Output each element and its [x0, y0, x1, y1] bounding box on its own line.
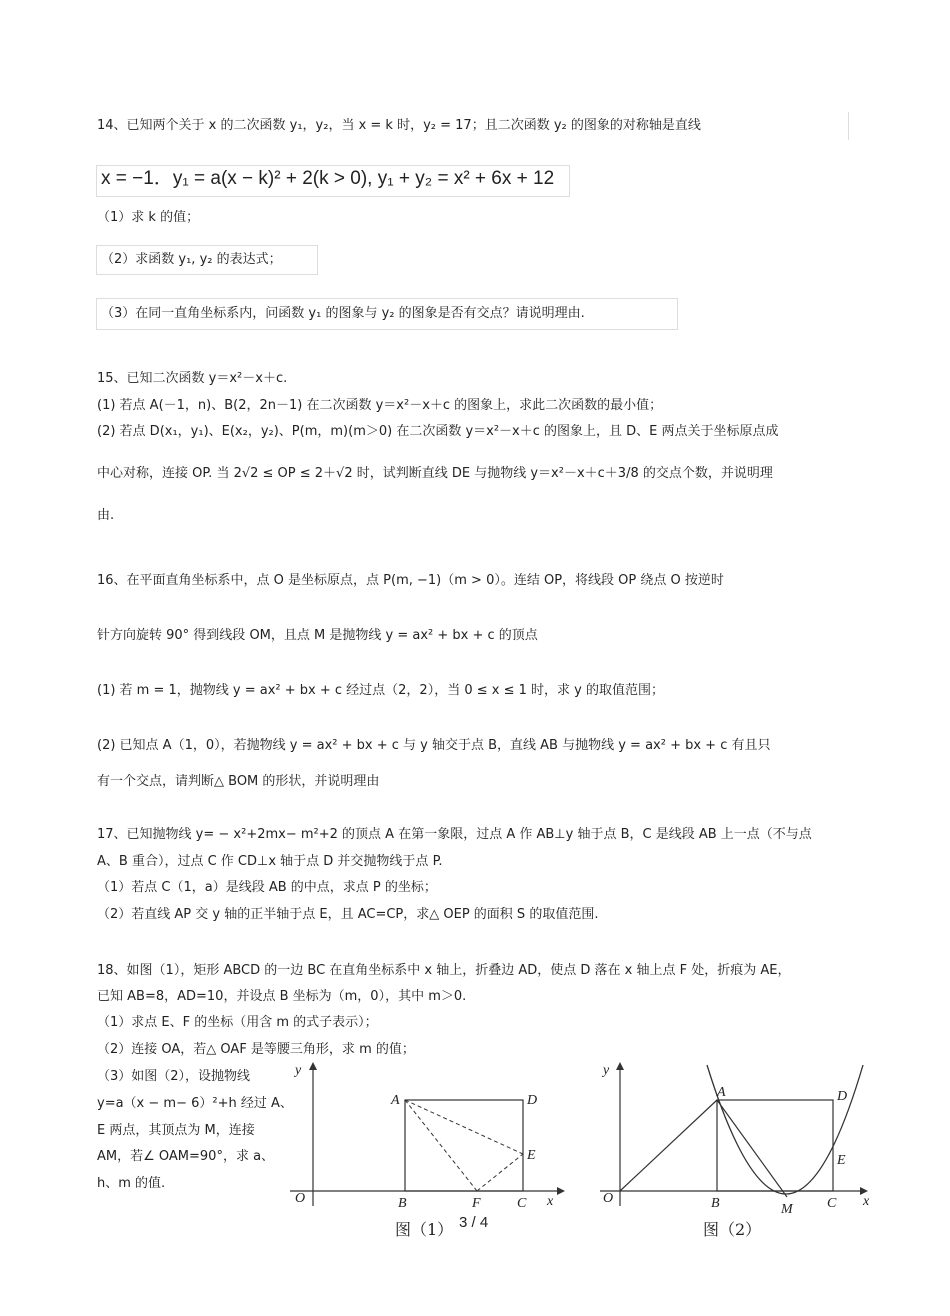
q14-formula-line: x = −1．y₁ = a(x − k)² + 2(k > 0), y₁ + y₂ = x² + 6x + 12 [101, 168, 555, 189]
fig2-y-arrow [616, 1062, 624, 1070]
fig1-label-y: y [295, 1063, 302, 1078]
fig2-label-O: O [603, 1191, 614, 1206]
fig2-rectangle [717, 1100, 833, 1191]
fig2-label-D: D [837, 1089, 848, 1104]
figure-1-caption: 图（1） [395, 1220, 454, 1239]
fig1-y-arrow [309, 1062, 317, 1070]
q18-line-7: E 两点，其顶点为 M，连接 [97, 1123, 255, 1138]
fig1-label-A: A [391, 1093, 400, 1108]
q17-line-2: A、B 重合），过点 C 作 CD⊥x 轴于点 D 并交抛物线于点 P. [97, 854, 443, 869]
fig2-label-B: B [711, 1196, 720, 1211]
fig2-line-OA [620, 1100, 717, 1191]
fig2-parabola [707, 1065, 863, 1194]
q18-line-5: （3）如图（2），设抛物线 [97, 1069, 251, 1084]
figure-2 [595, 1060, 880, 1220]
fig1-x-arrow [557, 1187, 565, 1195]
fig1-label-O: O [295, 1191, 306, 1206]
fig1-rectangle [405, 1100, 523, 1191]
q17-line-3: （1）若点 C（1，a）是线段 AB 的中点，求点 P 的坐标； [97, 880, 437, 895]
figure-1 [285, 1060, 565, 1210]
q15-line-5: 由. [97, 508, 115, 523]
q16-line-1: 16、在平面直角坐标系中，点 O 是坐标原点，点 P(m, −1)（m > 0）。连结 OP，将线段 OP 绕点 O 按逆时 [97, 573, 724, 588]
q18-line-4: （2）连接 OA，若△ OAF 是等腰三角形，求 m 的值； [97, 1042, 415, 1057]
fig2-label-C: C [827, 1196, 837, 1211]
q15-line-2: (1) 若点 A(－1，n)、B(2，2n－1) 在二次函数 y＝x²－x＋c 的图象上，求此二次函数的最小值； [97, 398, 663, 413]
q16-line-4: (2) 已知点 A（1，0），若抛物线 y = ax² + bx + c 与 y 轴交于点 B，直线 AB 与抛物线 y = ax² + bx + c 有且只 [97, 738, 771, 753]
fig2-line-AM [717, 1100, 787, 1197]
fig1-label-B: B [398, 1196, 407, 1210]
fig1-fold-AE [405, 1100, 523, 1154]
fig2-label-A: A [717, 1085, 726, 1100]
q16-line-2: 针方向旋转 90° 得到线段 OM，且点 M 是抛物线 y = ax² + bx + c 的顶点 [97, 628, 538, 643]
fig1-fold-EF [477, 1154, 523, 1191]
fig1-label-D: D [527, 1093, 538, 1108]
q18-line-2: 已知 AB=8，AD=10，并设点 B 坐标为（m，0），其中 m＞0. [97, 989, 467, 1004]
fig2-label-x: x [863, 1194, 870, 1209]
fig2-label-M: M [781, 1202, 793, 1217]
fig1-label-F: F [472, 1196, 481, 1210]
q16-line-3: (1) 若 m = 1，抛物线 y = ax² + bx + c 经过点（2，2），当 0 ≤ x ≤ 1 时，求 y 的取值范围； [97, 683, 664, 698]
q18-line-8: AM，若∠ OAM=90°，求 a、 [97, 1149, 275, 1164]
fig2-label-y: y [603, 1063, 610, 1078]
fig1-label-C: C [517, 1196, 527, 1210]
q14-part-3: （3）在同一直角坐标系内，问函数 y₁ 的图象与 y₂ 的图象是否有交点？请说明理由. [101, 306, 585, 321]
q18-line-1: 18、如图（1），矩形 ABCD 的一边 BC 在直角坐标系中 x 轴上，折叠边 AD，使点 D 落在 x 轴上点 F 处，折痕为 AE， [97, 963, 791, 978]
q17-line-4: （2）若直线 AP 交 y 轴的正半轴于点 E，且 AC=CP，求△ OEP 的面积 S 的取值范围. [97, 907, 599, 922]
page-number: 3 / 4 [459, 1214, 489, 1231]
q15-line-3: (2) 若点 D(x₁，y₁)、E(x₂，y₂)、P(m，m)(m＞0) 在二次函数 y＝x²－x＋c 的图象上，且 D、E 两点关于坐标原点成 [97, 424, 779, 439]
q14-part-1: （1）求 k 的值； [97, 210, 200, 225]
q18-line-9: h、m 的值. [97, 1176, 166, 1191]
q18-line-3: （1）求点 E、F 的坐标（用含 m 的式子表示）； [97, 1015, 378, 1030]
fig2-label-E: E [837, 1153, 846, 1168]
q14-line-1: 14、已知两个关于 x 的二次函数 y₁，y₂，当 x = k 时，y₂ = 17；且二次函数 y₂ 的图象的对称轴是直线 [97, 118, 701, 133]
q15-line-4: 中心对称，连接 OP. 当 2√2 ≤ OP ≤ 2＋√2 时，试判断直线 DE 与抛物线 y＝x²－x＋c＋3/8 的交点个数，并说明理 [97, 466, 773, 481]
q14-part-2: （2）求函数 y₁, y₂ 的表达式； [101, 252, 282, 267]
q15-line-1: 15、已知二次函数 y＝x²－x＋c. [97, 371, 288, 386]
figure-2-caption: 图（2） [703, 1220, 762, 1239]
q16-line-5: 有一个交点，请判断△ BOM 的形状，并说明理由 [97, 774, 380, 789]
fig1-label-E: E [527, 1148, 536, 1163]
q17-line-1: 17、已知抛物线 y= − x²+2mx− m²+2 的顶点 A 在第一象限，过点 A 作 AB⊥y 轴于点 B，C 是线段 AB 上一点（不与点 [97, 827, 812, 842]
fig1-label-x: x [547, 1194, 554, 1209]
q18-line-6: y=a（x − m− 6）²+h 经过 A、 [97, 1096, 293, 1111]
fig1-fold-AF [405, 1100, 477, 1191]
